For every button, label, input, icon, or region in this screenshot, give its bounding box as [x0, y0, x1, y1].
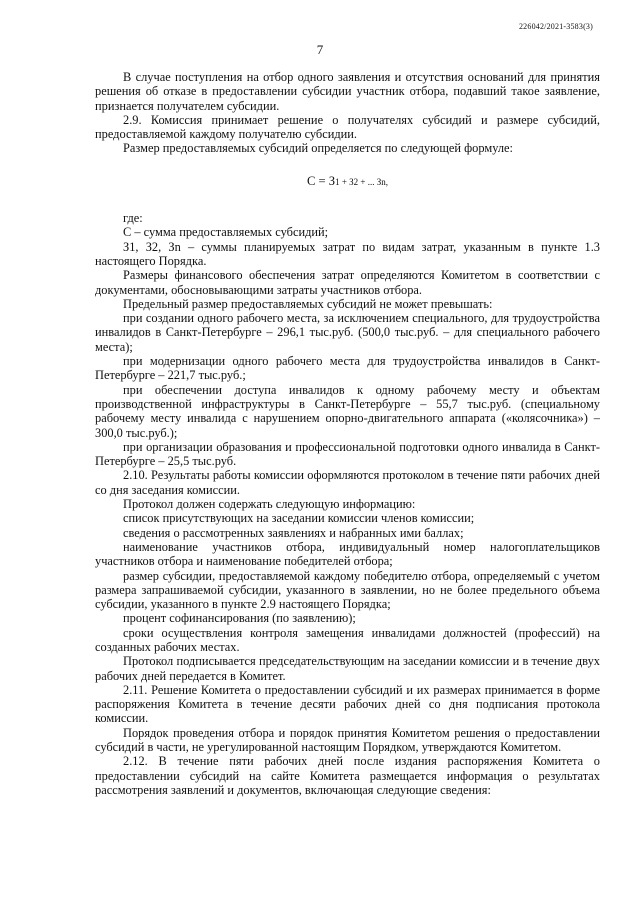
paragraph-procedure: Порядок проведения отбора и порядок принятия Комитетом решения о предоставлении субсидий в части, не урегулированной настоящим Порядком, утверждаются Комитетом. [95, 725, 600, 755]
paragraph-where: где: [123, 211, 143, 226]
subsidy-formula [95, 174, 600, 189]
list-item-cofinancing: процент софинансирования (по заявлению); [123, 611, 356, 626]
list-item-subsidy-size: размер субсидии, предоставляемой каждому победителю отбора, определяемый с учетом размера запрашиваемой субсидии, указанного в заявлении, но не более предельного объема субсидии, указанного в пункте 2.9 настоящего Порядка; [95, 568, 600, 612]
list-item-control-terms: сроки осуществления контроля замещения инвалидами должностей (профессий) на созданных рабочих местах. [95, 625, 600, 654]
paragraph-2-11: 2.11. Решение Комитета о предоставлении субсидий и их размерах принимается в форме распоряжения Комитета в течение десяти рабочих дней со дня подписания протокола комиссии. [95, 682, 600, 726]
list-item-create-workplace: при создании одного рабочего места, за исключением специального, для трудоустройства инвалидов в Санкт-Петербурге – 296,1 тыс.руб. (500,0 тыс.руб. – для специального рабочего места); [95, 311, 600, 354]
paragraph-protocol-signature: Протокол подписывается председательствующим на заседании комиссии и в течение двух рабочих дней передается в Комитет. [95, 654, 600, 683]
document-body [95, 70, 600, 797]
paragraph-z-definition: З1, З2, Зn – суммы планируемых затрат по видам затрат, указанным в пункте 1.3 настоящего Порядка. [95, 239, 600, 268]
document-id: 226042/2021-3583(3) [518, 22, 593, 31]
page-number: 7 [316, 42, 324, 57]
paragraph-2-12: 2.12. В течение пяти рабочих дней после издания распоряжения Комитета о предоставлении субсидий на сайте Комитета размещается информация о результатах рассмотрения заявлений и документов, включающая следующие сведения: [95, 754, 600, 797]
list-item-modernize-workplace: при модернизации одного рабочего места для трудоустройства инвалидов в Санкт-Петербурге – 221,7 тыс.руб.; [95, 354, 600, 383]
list-item-participants: наименование участников отбора, индивидуальный номер налогоплательщиков участников отбора и наименование победителей отбора; [95, 539, 600, 569]
list-item-applications: сведения о рассмотренных заявлениях и набранных ими баллах; [123, 525, 464, 540]
paragraph-financial-support: Размеры финансового обеспечения затрат определяются Комитетом в соответствии с документами, обосновывающими затраты участников отбора. [95, 268, 600, 297]
formula-op-2: + ... З [358, 176, 382, 187]
list-item-access: при обеспечении доступа инвалидов к одному рабочему месту и объектам производственной инфраструктуры в Санкт-Петербурге – 55,7 тыс.руб. (специальному рабочему месту инвалида с нарушением опорно-двигательного аппарата («колясочника») – 300,0 тыс.руб.); [95, 382, 600, 440]
list-item-education: при организации образования и профессиональной подготовки одного инвалида в Санкт-Петербурге – 25,5 тыс.руб. [95, 439, 600, 469]
paragraph-limit-intro: Предельный размер предоставляемых субсидий не может превышать: [123, 296, 493, 311]
paragraph-single-application: В случае поступления на отбор одного заявления и отсутствия оснований для принятия решения об отказе в предоставлении субсидии участник отбора, подавший такое заявление, признается получателем субсидии. [95, 70, 600, 113]
formula-sub-2: 2 [353, 176, 359, 187]
paragraph-formula-intro: Размер предоставляемых субсидий определяется по следующей формуле: [123, 141, 513, 156]
formula-sub-n: n, [381, 176, 389, 187]
list-item-members: список присутствующих на заседании комиссии членов комиссии; [123, 511, 475, 526]
paragraph-protocol-contents: Протокол должен содержать следующую информацию: [123, 497, 416, 512]
paragraph-2-10: 2.10. Результаты работы комиссии оформляются протоколом в течение пяти рабочих дней со дня заседания комиссии. [95, 468, 600, 497]
paragraph-2-9: 2.9. Комиссия принимает решение о получателях субсидий и размере субсидий, предоставляемой каждому получателю субсидии. [95, 112, 600, 142]
formula-sub-1: 1 [335, 176, 340, 187]
paragraph-c-definition: С – сумма предоставляемых субсидий; [123, 225, 329, 240]
formula-op-1: + З [339, 176, 354, 187]
formula-c: С = З [306, 173, 336, 188]
